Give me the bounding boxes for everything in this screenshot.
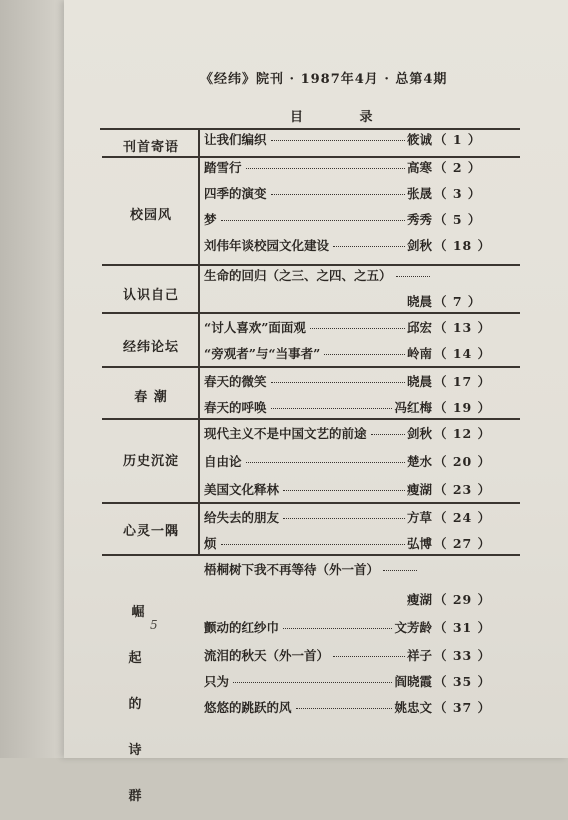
column-divider: [198, 128, 200, 554]
category-label: 历史沉淀: [122, 454, 179, 469]
rule-6: [102, 502, 520, 504]
entry-author: 剑秋: [406, 238, 432, 253]
entry-title: “旁观者”与“当事者”: [204, 346, 321, 361]
entry-title: 踏雪行: [204, 160, 242, 175]
dot-leader: [283, 518, 405, 519]
entry-author: 晓晨: [406, 294, 432, 309]
entry-page: （ 35 ）: [434, 674, 492, 689]
entry-title: 刘伟年谈校园文化建设: [204, 238, 330, 253]
category-label-poetry: [104, 590, 194, 820]
entry-page-number: 33: [452, 648, 473, 663]
entry-title: 四季的演变: [204, 186, 267, 201]
toc-entry: [204, 344, 524, 364]
entry-author: 文芳龄: [394, 620, 432, 635]
entry-title: 颤动的红纱巾: [204, 620, 280, 635]
entry-page-number: 5: [452, 212, 463, 227]
toc-title: 目 录: [290, 110, 399, 125]
entry-page-number: 2: [452, 160, 463, 175]
entry-page-number: 7: [452, 294, 463, 309]
entry-page: （ 3 ）: [434, 186, 482, 201]
entry-page: （ 1 ）: [434, 132, 482, 147]
entry-page: （ 13 ）: [434, 320, 492, 335]
dot-leader: [271, 382, 405, 383]
entry-title: 美国文化释林: [204, 482, 280, 497]
entry-title: 生命的回归（之三、之四、之五）: [204, 268, 392, 283]
entry-title: 梧桐树下我不再等待（外一首）: [204, 562, 380, 577]
entry-page: （ 14 ）: [434, 346, 492, 361]
entry-page: （ 7 ）: [434, 294, 482, 309]
toc-entry: [204, 480, 524, 500]
toc-entry: [204, 184, 524, 204]
toc-entry: [204, 534, 524, 554]
entry-author: 瘦湖: [406, 482, 432, 497]
toc-entry: [204, 560, 524, 580]
category-label: 心灵一隅: [122, 524, 179, 539]
entry-page: （ 5 ）: [434, 212, 482, 227]
entry-author: 楚水: [406, 454, 432, 469]
entry-page: （ 20 ）: [434, 454, 492, 469]
category-label: 认识自己: [122, 288, 179, 303]
entry-page: （ 23 ）: [434, 482, 492, 497]
entry-author: 高寒: [406, 160, 432, 175]
entry-author: 筱诚: [406, 132, 432, 147]
entry-page-number: 1: [452, 132, 463, 147]
dot-leader: [246, 168, 405, 169]
dot-leader: [271, 408, 393, 409]
toc-entry: [204, 590, 524, 610]
rule-4: [102, 366, 520, 368]
entry-page: （ 17 ）: [434, 374, 492, 389]
entry-page-number: 18: [452, 238, 473, 253]
entry-title: 流泪的秋天（外一首）: [204, 648, 330, 663]
dot-leader: [233, 682, 392, 683]
entry-title: 让我们编织: [204, 132, 267, 147]
entry-title: 现代主义不是中国文艺的前途: [204, 426, 367, 441]
dot-leader: [383, 570, 417, 571]
entry-page: （ 18 ）: [434, 238, 492, 253]
entry-page: （ 27 ）: [434, 536, 492, 551]
entry-page: （ 2 ）: [434, 160, 482, 175]
toc-entry: [204, 372, 524, 392]
rule-3: [102, 312, 520, 314]
entry-title: 梦: [204, 212, 217, 227]
dot-leader: [333, 656, 405, 657]
entry-page: （ 37 ）: [434, 700, 492, 715]
issue-header: 《经纬》院刊 · 1987年4月 · 总第4期: [200, 72, 448, 87]
dot-leader: [371, 434, 405, 435]
entry-page-number: 17: [452, 374, 473, 389]
dot-leader: [221, 544, 405, 545]
entry-author: 瘦湖: [406, 592, 432, 607]
entry-author: 祥子: [406, 648, 432, 663]
category-label: 经纬论坛: [122, 340, 179, 355]
entry-page-number: 12: [452, 426, 473, 441]
dot-leader: [283, 628, 392, 629]
entry-author: 阎晓霞: [394, 674, 432, 689]
entry-page-number: 20: [452, 454, 473, 469]
entry-page-number: 19: [452, 400, 473, 415]
entry-author: 弘博: [406, 536, 432, 551]
entry-page: （ 29 ）: [434, 592, 492, 607]
entry-page: （ 19 ）: [434, 400, 492, 415]
entry-page-number: 14: [452, 346, 473, 361]
toc-entry: [204, 130, 524, 150]
toc-entry: [204, 646, 524, 666]
toc-entry: [204, 672, 524, 692]
toc-entry: [204, 618, 524, 638]
entry-author: 秀秀: [406, 212, 432, 227]
toc-entry: [204, 236, 524, 256]
entry-title: 春天的呼唤: [204, 400, 267, 415]
entry-page-number: 23: [452, 482, 473, 497]
dot-leader: [310, 328, 405, 329]
entry-page: （ 31 ）: [434, 620, 492, 635]
toc-entry: [204, 318, 524, 338]
dot-leader: [296, 708, 393, 709]
dot-leader: [324, 354, 405, 355]
entry-author: 冯红梅: [394, 400, 432, 415]
entry-author: 岭南: [406, 346, 432, 361]
entry-author: 晓晨: [406, 374, 432, 389]
entry-title: “讨人喜欢”面面观: [204, 320, 306, 335]
toc-entry: [204, 508, 524, 528]
entry-page-number: 37: [452, 700, 473, 715]
category-label: 刊首寄语: [122, 140, 179, 155]
toc-entry: [204, 158, 524, 178]
dot-leader: [396, 276, 430, 277]
dot-leader: [283, 490, 405, 491]
dot-leader: [271, 140, 405, 141]
entry-author: 邱宏: [406, 320, 432, 335]
entry-author: 姚忠文: [394, 700, 432, 715]
entry-title: 自由论: [204, 454, 242, 469]
entry-title: 给失去的朋友: [204, 510, 280, 525]
entry-title: 悠悠的跳跃的风: [204, 700, 292, 715]
entry-title: 烦: [204, 536, 217, 551]
toc-entry: [204, 398, 524, 418]
category-label: 校园风: [129, 208, 172, 223]
rule-5: [102, 418, 520, 420]
toc-entry: [204, 698, 524, 718]
toc-entry: [204, 292, 524, 312]
entry-page-number: 27: [452, 536, 473, 551]
dot-leader: [271, 194, 405, 195]
entry-author: 方草: [406, 510, 432, 525]
entry-page-number: 24: [452, 510, 473, 525]
dot-leader: [246, 462, 405, 463]
entry-page: （ 33 ）: [434, 648, 492, 663]
toc-entry: [204, 210, 524, 230]
entry-title: 只为: [204, 674, 230, 689]
rule-7: [102, 554, 520, 556]
entry-page-number: 31: [452, 620, 473, 635]
poetry-category-chars: 崛 起 的 诗 群: [128, 605, 179, 804]
dot-leader: [221, 220, 405, 221]
entry-author: 剑秋: [406, 426, 432, 441]
entry-page: （ 24 ）: [434, 510, 492, 525]
entry-page-number: 29: [452, 592, 473, 607]
dot-leader: [333, 246, 405, 247]
category-label: 春 潮: [134, 390, 168, 405]
entry-author: 张晟: [406, 186, 432, 201]
entry-page-number: 35: [452, 674, 473, 689]
toc-entry: [204, 452, 524, 472]
entry-page-number: 13: [452, 320, 473, 335]
handwritten-mark: 5: [150, 618, 158, 632]
toc-entry: [204, 266, 524, 286]
toc-entry: [204, 424, 524, 444]
background-surface: [0, 0, 70, 758]
entry-page: （ 12 ）: [434, 426, 492, 441]
entry-page-number: 3: [452, 186, 463, 201]
entry-title: 春天的微笑: [204, 374, 267, 389]
